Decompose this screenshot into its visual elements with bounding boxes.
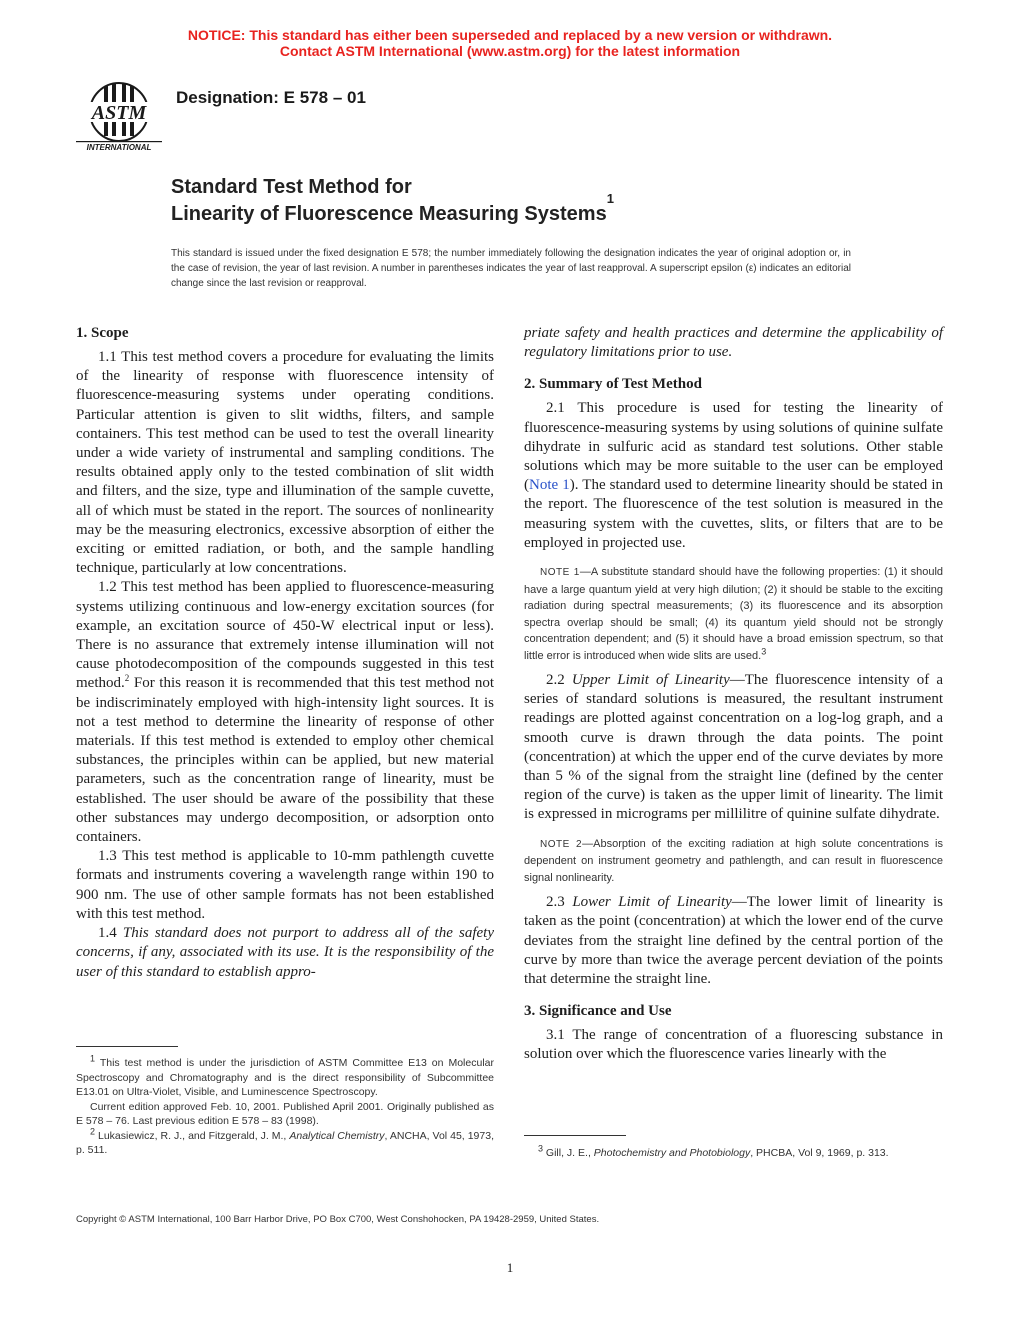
footnote-1: $^1$ This test method is under the jurisdiction of ASTM Committee E13 on Molecular Spectroscopy and Chromatography and is the direct responsibility of Subcommittee E13.01 on Ultra-Violet, Visible, and Luminescence Spectroscopy. <box>76 1053 494 1098</box>
footnote-ref-2: 2 <box>124 673 130 684</box>
note-2: NOTE 2—Absorption of the exciting radiation at high solute concentrations is dependent on instrument geometry and pathlength, and can result in fluorescence signal nonlinearity. <box>524 837 943 884</box>
footnote-rule-left <box>76 1046 178 1047</box>
para-2-2: 2.2 Upper Limit of Linearity—The fluorescence intensity of a series of standard solutions is measured, the resultant instrument readings are plotted against concentration on a log-log graph, and a smooth curve is drawn through the data points. The point (concentration) at which the upper end of the curve deviates by more than 5 % of the signal from the straight line (defined by the center region of the curve) is taken as the upper limit of linearity. The limit is expressed in micrograms per millilitre of quinine sulfate dihydrate. <box>524 672 944 823</box>
section-1-heading: 1. Scope <box>76 325 129 341</box>
footnote-rule-right <box>524 1135 626 1136</box>
document-title <box>171 174 614 228</box>
title-footnote-mark: 1 <box>606 191 614 206</box>
title-line-1: Standard Test Method for <box>171 176 412 198</box>
footnotes-right <box>524 1143 943 1161</box>
note-1-link[interactable]: Note 1 <box>529 477 570 494</box>
para-1-2: 1.2 This test method has been applied to fluorescence-measuring systems utilizing continuous and low-energy excitation sources (for example, an excitation source of 450-W electrical input or less). There is no assurance that extremely intense illumination will not cause photodecomposition of the compounds suggested in this test method.$^2$ For this reason it is recommended that this test method not be indiscriminately employed with high-intensity light sources. It is not a test method to determine the linearity of response of other materials. If this test method is extended to employ other chemical substances, the principles within can be applied, but new material parameters, such as the concentration range of linearity, must be established. The user should be aware of the possibility that these other substances may undergo decomposition, or adsorption onto containers. <box>76 579 494 846</box>
footnotes-left <box>76 1053 494 1158</box>
page-number: 1 <box>506 1260 514 1275</box>
para-1-4-continued: priate safety and health practices and determine the applicability of regulatory limitations prior to use. <box>524 325 943 361</box>
note-1: NOTE 1—A substitute standard should have the following properties: (1) it should have a large quantum yield at very high dilution; (2) it should be stable to the exciting radiation during spectral measurements; (3) its fluorescence and its absorption spectra overlap should be small; (4) its quantum yield should not be strongly concentration dependent; and (5) it should have a broad emission spectrum, so that little error is introduced when wide slits are used.$^3$ <box>524 566 944 662</box>
para-1-3: 1.3 This test method is applicable to 10-mm pathlength cuvette formats and instruments covering a wavelength range within 190 to 900 nm. The use of other sample formats has not been established with this test method. <box>76 848 494 922</box>
footnote-3: $^3$ Gill, J. E., Photochemistry and Photobiology, PHCBA, Vol 9, 1969, p. 313. <box>538 1143 889 1159</box>
logo-text: ASTM <box>91 102 147 124</box>
supersession-notice <box>0 27 1020 59</box>
para-3-1: 3.1 The range of concentration of a fluorescing substance in solution over which the fluorescence varies linearly with the <box>524 1027 943 1063</box>
left-column <box>76 324 494 982</box>
para-2-3: 2.3 Lower Limit of Linearity—The lower limit of linearity is taken as the point (concentration) at which the lower end of the curve deviates from the straight line defined by the central portion of the curve by more than twice the average percent deviation of the points that determine the straight line. <box>524 894 944 987</box>
astm-logo-icon <box>76 78 162 152</box>
title-line-2: Linearity of Fluorescence Measuring Systems <box>171 203 607 225</box>
designation: Designation: E 578 – 01 <box>176 88 366 107</box>
issuance-statement: This standard is issued under the fixed designation E 578; the number immediately following the designation indicates the year of original adoption or, in the case of revision, the year of last revision. A number in parentheses indicates the year of last reapproval. A superscript epsilon (ε) indicates an editorial change since the last revision or reapproval. <box>171 248 851 289</box>
para-1-4: 1.4 This standard does not purport to address all of the safety concerns, if any, associated with its use. It is the responsibility of the user of this standard to establish appro- <box>76 925 495 980</box>
right-column <box>524 324 943 1065</box>
copyright-line: Copyright © ASTM International, 100 Barr Harbor Drive, PO Box C700, West Conshohocken, PA 19428-2959, United States. <box>76 1214 600 1225</box>
para-2-1: 2.1 This procedure is used for testing the linearity of fluorescence-measuring systems by using solutions of quinine sulfate dihydrate in sulfuric acid as standard test solutions. Other stable solutions which may be more suitable to the user can be employed (Note 1). The standard used to determine linearity should be stated in the report. The fluorescence of the test solution is measured in the measuring system with the cuvettes, slits, or filters that are to be employed in projected use. <box>524 400 943 551</box>
para-1-1: 1.1 This test method covers a procedure for evaluating the limits of the linearity of response with fluorescence intensity of fluorescence-measuring systems under operating conditions. Particular attention is given to slit widths, filters, and sample containers. This test method can be used to test the overall linearity under a wide variety of instrumental and sampling conditions. The results obtained apply only to the tested combination of slit width and filters, and the size, type and illumination of the sample cuvette, all of which must be stated in the report. The sources of nonlinearity may be the measuring electronics, excessive absorption of either the exciting or emitted radiation, or both, and the sample handling technique, particularly at low concentrations. <box>76 349 494 577</box>
logo-subtext: INTERNATIONAL <box>86 143 152 152</box>
section-3-heading: 3. Significance and Use <box>524 1003 672 1020</box>
section-2-heading: 2. Summary of Test Method <box>524 376 702 393</box>
notice-line-2: Contact ASTM International (www.astm.org) for the latest information <box>279 43 741 59</box>
footnote-1-edition: Current edition approved Feb. 10, 2001. Published April 2001. Originally published as E 578 – 76. Last previous edition E 578 – 83 (1998). <box>76 1100 494 1127</box>
notice-line-1: NOTICE: This standard has either been superseded and replaced by a new version or withdrawn. <box>187 27 833 43</box>
astm-logo <box>76 78 162 152</box>
footnote-2: $^2$ Lukasiewicz, R. J., and Fitzgerald, J. M., Analytical Chemistry, ANCHA, Vol 45, 1973, p. 511. <box>76 1126 494 1156</box>
